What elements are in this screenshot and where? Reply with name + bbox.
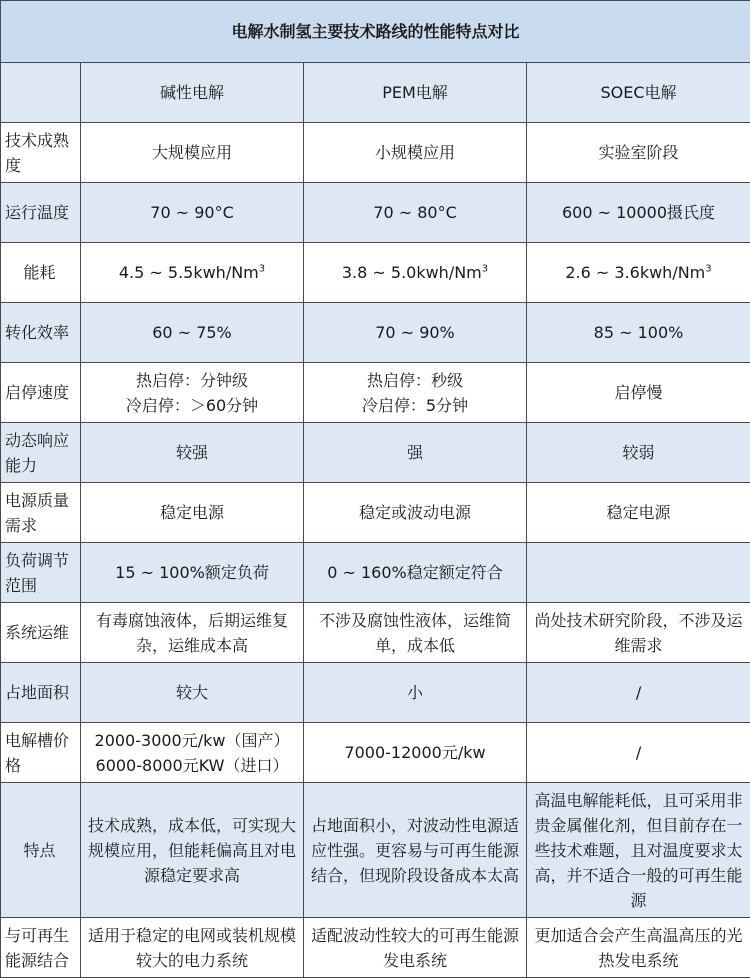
cell (81, 243, 304, 303)
cell: 有毒腐蚀液体，后期运维复杂，运维成本高 (81, 603, 304, 663)
cell (304, 243, 527, 303)
cell: 较弱 (527, 423, 750, 483)
cell (527, 543, 750, 603)
superscript: 3 (705, 264, 711, 275)
cell: 70 ~ 90% (304, 303, 527, 363)
header-empty-cell (1, 63, 81, 123)
row-label: 特点 (1, 783, 81, 918)
cell: 适用于稳定的电网或装机规模较大的电力系统 (81, 918, 304, 978)
superscript: 3 (259, 264, 265, 275)
cell: 技术成熟，成本低，可实现大规模应用，但能耗偏高且对电源稳定要求高 (81, 783, 304, 918)
cell: 热启停：分钟级 冷启停：＞60分钟 (81, 363, 304, 423)
cell-text: 3.8 ~ 5.0kwh/Nm (342, 263, 482, 282)
cell: 启停慢 (527, 363, 750, 423)
header-alkaline: 碱性电解 (81, 63, 304, 123)
header-soec: SOEC电解 (527, 63, 750, 123)
cell: 占地面积小，对波动性电源适应性强。更容易与可再生能源结合，但现阶段设备成本太高 (304, 783, 527, 918)
cell: 较强 (81, 423, 304, 483)
cell: 实验室阶段 (527, 123, 750, 183)
cell: 85 ~ 100% (527, 303, 750, 363)
row-label: 技术成熟度 (1, 123, 81, 183)
cell: / (527, 663, 750, 723)
cell: 70 ~ 80°C (304, 183, 527, 243)
cell: 稳定电源 (527, 483, 750, 543)
cell: 大规模应用 (81, 123, 304, 183)
header-pem: PEM电解 (304, 63, 527, 123)
cell: 高温电解能耗低，且可采用非贵金属催化剂，但目前存在一些技术难题，且对温度要求太高，并不适合一般的可再生能源 (527, 783, 750, 918)
cell: 2000-3000元/kw（国产） 6000-8000元KW（进口） (81, 723, 304, 783)
cell: 60 ~ 75% (81, 303, 304, 363)
row-label: 启停速度 (1, 363, 81, 423)
table-title: 电解水制氢主要技术路线的性能特点对比 (1, 1, 750, 63)
cell: 小 (304, 663, 527, 723)
cell: 70 ~ 90°C (81, 183, 304, 243)
row-label: 系统运维 (1, 603, 81, 663)
cell-text: 4.5 ~ 5.5kwh/Nm (119, 263, 259, 282)
cell (527, 243, 750, 303)
cell: 15 ~ 100%额定负荷 (81, 543, 304, 603)
cell: 更加适合会产生高温高压的光热发电系统 (527, 918, 750, 978)
cell: 热启停：秒级 冷启停：5分钟 (304, 363, 527, 423)
row-label: 转化效率 (1, 303, 81, 363)
row-label: 占地面积 (1, 663, 81, 723)
cell: / (527, 723, 750, 783)
cell: 稳定电源 (81, 483, 304, 543)
cell: 尚处技术研究阶段，不涉及运维需求 (527, 603, 750, 663)
cell: 稳定或波动电源 (304, 483, 527, 543)
cell: 不涉及腐蚀性液体，运维简单，成本低 (304, 603, 527, 663)
cell: 600 ~ 10000摄氏度 (527, 183, 750, 243)
cell-text: 2.6 ~ 3.6kwh/Nm (565, 263, 705, 282)
cell: 强 (304, 423, 527, 483)
cell: 7000-12000元/kw (304, 723, 527, 783)
row-label: 电解槽价格 (1, 723, 81, 783)
row-label: 与可再生能源结合 (1, 918, 81, 978)
cell: 较大 (81, 663, 304, 723)
row-label: 运行温度 (1, 183, 81, 243)
row-label: 负荷调节范围 (1, 543, 81, 603)
cell: 0 ~ 160%稳定额定符合 (304, 543, 527, 603)
row-label: 能耗 (1, 243, 81, 303)
row-label: 动态响应能力 (1, 423, 81, 483)
cell: 小规模应用 (304, 123, 527, 183)
cell: 适配波动性较大的可再生能源发电系统 (304, 918, 527, 978)
row-label: 电源质量需求 (1, 483, 81, 543)
superscript: 3 (482, 264, 488, 275)
